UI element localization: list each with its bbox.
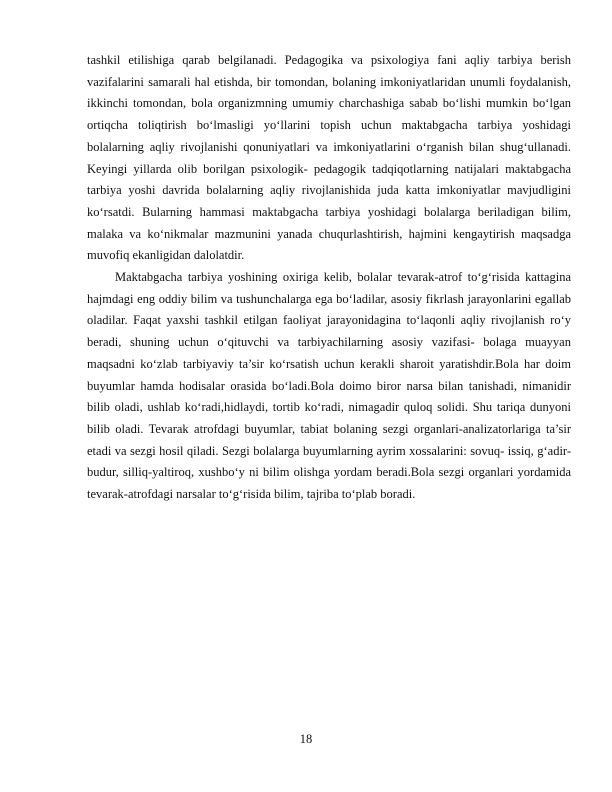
paragraph-2: Maktabgacha tarbiya yoshining oxiriga kelib, bolalar tevarak-atrof to‘g‘risida kattagina hajmdagi eng oddiy bilim va tushunchalarga ega bo‘ladilar, asosiy fikrlash jarayonlarini egallab oladilar. Faqat yaxshi tashkil etilgan faoliyat jarayonidagina to‘laqonli aqliy rivojlanish ro‘y beradi, shuning uchun o‘qituvchi va tarbiyachilarning asosiy vazifasi- bolaga muayyan maqsadni ko‘zlab tarbiyaviy ta’sir ko‘rsatish uchun kerakli sharoit yaratishdir.Bola har doim buyumlar hamda hodisalar orasida bo‘ladi.Bola doimo biror narsa bilan tanishadi, nimanidir bilib oladi, ushlab ko‘radi,hidlaydi, tortib ko‘radi, nimagadir quloq solidi. Shu tariqa dunyoni bilib oladi. Tevarak atrofdagi buyumlar, tabiat bolaning sezgi organlari-analizatorlariga ta’sir etadi va sezgi hosil qiladi. Sezgi bolalarga buyumlarning ayrim xossalarini: sovuq- issiq, g‘adir-budur, silliq-yaltiroq, xushbo‘y ni bilim olishga yordam beradi.Bola sezgi organlari yordamida tevarak-atrofdagi narsalar to‘g‘risida bilim, tajriba to‘plab boradi. [87,270,571,502]
document-body [87,50,571,506]
page-number: 18 [299,732,313,746]
paragraph-1: tashkil etilishiga qarab belgilanadi. Pedagogika va psixologiya fani aqliy tarbiya berish vazifalarini samarali hal etishda, bir tomondan, bolaning imkoniyatlaridan unumli foydalanish, ikkinchi tomondan, bola organizmning umumiy charchashiga sabab bo‘lishi mumkin bo‘lgan ortiqcha toliqtirish bo‘lmasligi yo‘llarini topish uchun maktabgacha tarbiya yoshidagi bolalarning aqliy rivojlanishi qonuniyatlari va imkoniyatlarini o‘rganish bilan shug‘ullanadi. Keyingi yillarda olib borilgan psixologik- pedagogik tadqiqotlarning natijalari maktabgacha tarbiya yoshi davrida bolalarning aqliy rivojlanishida juda katta imkoniyatlar mavjudligini ko‘rsatdi. Bularning hammasi maktabgacha tarbiya yoshidagi bolalarga beriladigan bilim, malaka va ko‘nikmalar mazmunini yanada chuqurlashtirish, hajmini kengaytirish maqsadga muvofiq ekanligidan dalolatdir. [87,53,571,263]
